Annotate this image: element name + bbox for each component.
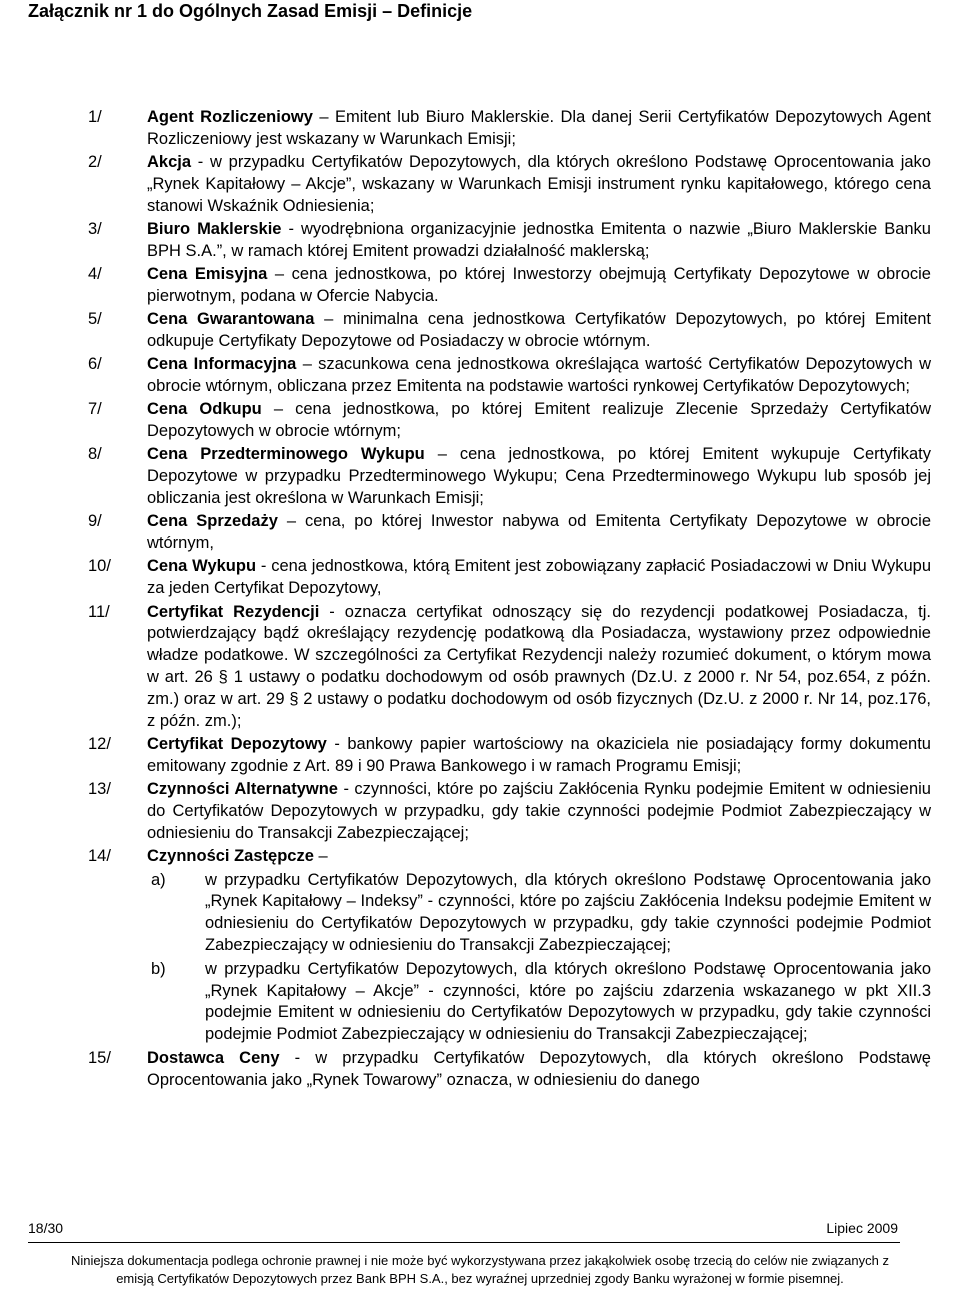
definition-item <box>88 399 931 443</box>
definition-item <box>88 734 931 778</box>
definition-number: 3/ <box>88 219 102 238</box>
definition-term: Dostawca Ceny <box>147 1048 280 1067</box>
definition-item <box>88 1048 931 1092</box>
definition-term: Cena Przedterminowego Wykupu <box>147 445 425 464</box>
definition-number: 11/ <box>88 602 110 621</box>
definition-term: Akcja <box>147 153 192 172</box>
definition-number: 7/ <box>88 400 102 419</box>
definition-number: 14/ <box>88 846 111 865</box>
definition-term: Certyfikat Depozytowy <box>147 734 327 753</box>
definition-text: – minimalna cena jednostkowa Certyfikatów Depozytowych, po której Emitent odkupuje Certyfikaty Depozytowe od Posiadaczy w obrocie wtórnym. <box>147 310 931 350</box>
definition-text: - wyodrębniona organizacyjnie jednostka Emitenta o nazwie „Biuro Maklerskie Banku BPH S.A.”, w ramach której Emitent prowadzi działalność maklerską; <box>147 219 931 260</box>
definition-term: Cena Emisyjna <box>147 265 268 284</box>
legal-notice-line-1: Niniejsza dokumentacja podlega ochronie prawnej i nie może być wykorzystywana przez jakąkolwiek osobę trzecią do celów nie związanych z <box>71 1253 889 1268</box>
definition-text: – cena, po której Inwestor nabywa od Emitenta Certyfikaty Depozytowe w obrocie wtórnym, <box>147 512 932 553</box>
definition-text: – Emitent lub Biuro Maklerskie. Dla danej Serii Certyfikatów Depozytowych Agent Rozliczeniowy jest wskazany w Warunkach Emisji; <box>147 108 931 148</box>
definition-text: - oznacza certyfikat odnoszący się do rezydencji podatkowej Posiadacza, tj. potwierdzający bądź określający rezydencję podatkową dla Posiadacza, wystawiony przez odpowiednie władze podatkowe. W szczególności za Certyfikat Rezydencji należy rozumieć dokument, o którym mowa w art. 26 § 1 ustawy o podatku dochodowym od osób prawnych (Dz.U. z 2000 r. Nr 54, poz.654, z późn. zm.) oraz w art. 29 § 2 ustawy o podatku dochodowym od osób fizycznych (Dz.U. z 2000 r. Nr 14, poz.176, z późn. zm.); <box>147 602 931 730</box>
definition-number: 13/ <box>88 779 111 798</box>
definition-term: Cena Sprzedaży <box>147 512 278 531</box>
definition-item <box>88 511 931 555</box>
definition-number: 1/ <box>88 108 102 126</box>
legal-notice <box>0 1252 960 1288</box>
definition-text: – cena jednostkowa, po której Emitent wykupuje Certyfikaty Depozytowe w przypadku Przedterminowego Wykupu; Cena Przedterminowego Wykupu lub sposób jej obliczania jest określona w Warunkach Emisji; <box>147 445 931 508</box>
footer-divider <box>28 1242 900 1243</box>
subitem-letter: a) <box>151 870 166 889</box>
definition-number: 10/ <box>88 557 111 576</box>
definition-term: Biuro Maklerskie <box>147 219 282 238</box>
definition-number: 12/ <box>88 734 111 753</box>
definition-term: Czynności Zastępcze <box>147 846 314 865</box>
definition-item <box>88 602 931 733</box>
definition-number: 4/ <box>88 265 102 284</box>
definition-term: Cena Odkupu <box>147 400 262 419</box>
document-date: Lipiec 2009 <box>826 1220 898 1236</box>
definition-term: Cena Wykupu <box>147 557 257 576</box>
definition-item <box>88 264 931 308</box>
definition-item <box>88 309 931 353</box>
definition-item <box>88 779 931 844</box>
definition-number: 8/ <box>88 445 102 464</box>
definition-number: 2/ <box>88 153 102 172</box>
definition-text: - czynności, które po zajściu Zakłócenia Rynku podejmie Emitent w odniesieniu do Certyfikatów Depozytowych w przypadku, gdy takie czynności podejmie Podmiot Zabezpieczający w odniesieniu do Transakcji Zabezpieczającej; <box>147 779 931 842</box>
definition-text: – cena jednostkowa, po której Inwestorzy obejmują Certyfikaty Depozytowe w obrocie pierwotnym, podana w Ofercie Nabycia. <box>147 265 931 305</box>
definition-term: Cena Informacyjna <box>147 355 297 374</box>
subitem-text: w przypadku Certyfikatów Depozytowych, dla których określono Podstawę Oprocentowania jako „Rynek Kapitałowy – Indeksy” - czynności, które po zajściu Zakłócenia Indeksu podejmie Emitent w odniesieniu do Certyfikatów Depozytowych w przypadku, gdy takie czynności podejmie Podmiot Zabezpieczający w odniesieniu do Transakcji Zabezpieczającej; <box>205 870 931 954</box>
definition-item <box>88 219 931 263</box>
definition-term: Czynności Alternatywne <box>147 779 338 798</box>
definition-text: – cena jednostkowa, po której Emitent realizuje Zlecenie Sprzedaży Certyfikatów Depozytowych w obrocie wtórnym; <box>147 400 931 441</box>
definition-text: - w przypadku Certyfikatów Depozytowych, dla których określono Podstawę Oprocentowania jako „Rynek Towarowy” oznacza, w odniesieniu do danego <box>147 1048 931 1089</box>
definition-text: - bankowy papier wartościowy na okaziciela nie posiadający formy dokumentu emitowany zgodnie z Art. 89 i 90 Prawa Bankowego i w ramach Programu Emisji; <box>147 734 931 775</box>
definition-text: – <box>313 846 328 865</box>
definition-item <box>88 152 931 217</box>
definition-text: - cena jednostkowa, którą Emitent jest zobowiązany zapłacić Posiadaczowi w Dniu Wykupu za jeden Certyfikat Depozytowy, <box>147 557 932 598</box>
definition-term: Cena Gwarantowana <box>147 310 315 329</box>
definition-number: 9/ <box>88 512 102 531</box>
definition-item <box>88 354 931 398</box>
definition-item <box>88 444 931 509</box>
page-header-title: Załącznik nr 1 do Ogólnych Zasad Emisji – Definicje <box>28 1 473 21</box>
subitem-text: w przypadku Certyfikatów Depozytowych, dla których określono Podstawę Oprocentowania jako „Rynek Kapitałowy – Akcje” - czynności, które po zajściu zdarzenia wskazanego w pkt XII.3 podejmie Emitent w odniesieniu do Certyfikatów Depozytowych w przypadku, gdy takie czynności podejmie Podmiot Zabezpieczający w odniesieniu do Transakcji Zabezpieczającej; <box>205 959 931 1044</box>
definition-item <box>88 846 931 1046</box>
subitem-letter: b) <box>151 959 166 978</box>
definition-item <box>88 556 931 600</box>
definition-number: 5/ <box>88 310 102 329</box>
definition-item <box>88 107 931 151</box>
definition-text: – szacunkowa cena jednostkowa określająca wartość Certyfikatów Depozytowych w obrocie wtórnym, obliczana przez Emitenta na podstawie wartości rynkowej Certyfikatów Depozytowych; <box>147 355 931 396</box>
definition-number: 6/ <box>88 355 102 374</box>
page-number: 18/30 <box>28 1220 64 1236</box>
definition-term: Certyfikat Rezydencji <box>147 602 320 621</box>
definition-subitem <box>147 959 931 1046</box>
legal-notice-line-2: emisją Certyfikatów Depozytowych przez Bank BPH S.A., bez wyraźnej uprzedniej zgody Banku wyrażonej w formie pisemnej. <box>116 1271 844 1286</box>
definitions-list <box>0 107 960 1093</box>
definition-text: - w przypadku Certyfikatów Depozytowych, dla których określono Podstawę Oprocentowania jako „Rynek Kapitałowy – Akcje”, wskazany w Warunkach Emisji instrument rynku kapitałowego, którego cena stanowi Wskaźnik Odniesienia; <box>147 153 931 215</box>
definition-subitem <box>147 870 931 957</box>
definition-number: 15/ <box>88 1048 111 1067</box>
definition-term: Agent Rozliczeniowy <box>147 108 313 126</box>
